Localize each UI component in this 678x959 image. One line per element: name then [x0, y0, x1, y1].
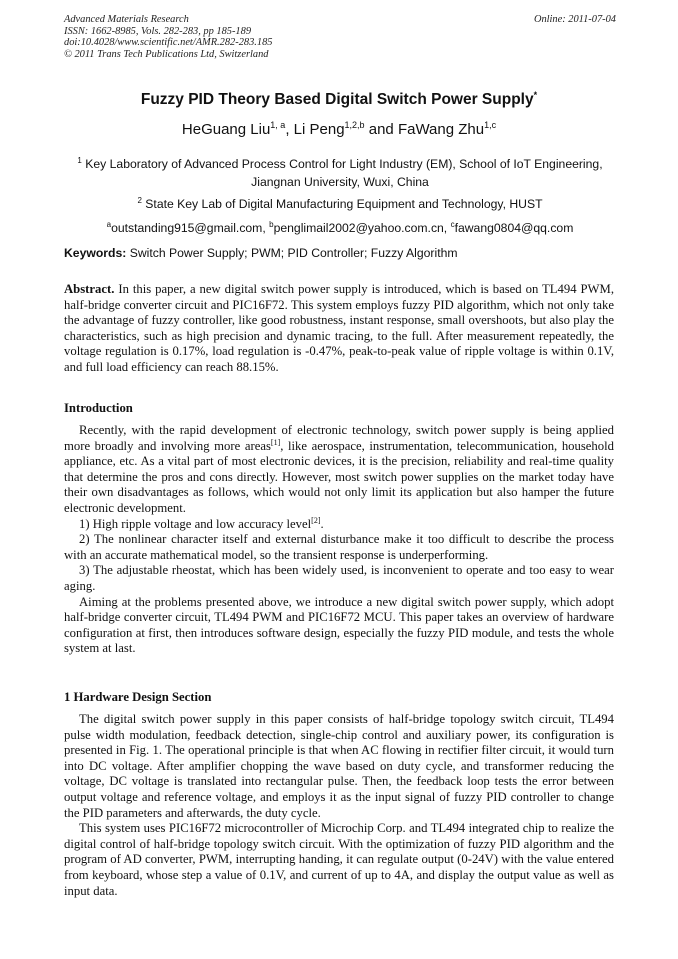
affiliation-2	[64, 192, 616, 213]
copyright-line: © 2011 Trans Tech Publications Ltd, Switzerland	[64, 48, 269, 60]
introduction-body	[64, 423, 614, 657]
author-affil-mark: 1,c	[484, 120, 497, 130]
author-list	[0, 120, 678, 138]
affiliation-mark: 1	[77, 156, 82, 165]
author-name: Li Peng	[293, 121, 345, 138]
keywords-line	[64, 246, 624, 260]
citation-ref: [2]	[311, 515, 321, 525]
intro-list-item-1	[64, 517, 614, 533]
author-separator: and	[364, 121, 398, 138]
intro-list-item-2: 2) The nonlinear character itself and external disturbance make it too difficult to describe the process with an accurate mathematical model, so the transient response is underperforming.	[64, 532, 614, 562]
title-text: Fuzzy PID Theory Based Digital Switch Power Supply	[140, 91, 534, 109]
journal-header	[64, 14, 616, 60]
author-emails	[64, 216, 616, 237]
intro-paragraph-1	[64, 423, 614, 517]
paper-title	[0, 90, 678, 109]
hardware-paragraph-2: This system uses PIC16F72 microcontroller of Microchip Corp. and TL494 integrated chip to realize the digital control of half-bridge topology switch circuit. With the optimization of fuzzy PID algorithm and the program of AD converter, PWM, interrupting handing, it can regulate output (0-24V) with the value entered from keyboard, whose step a value of 0.1V, and current of up to 4A, and display the output value as well as input data.	[64, 821, 614, 898]
hardware-paragraph-1: The digital switch power supply in this paper consists of half-bridge topology switch circuit, TL494 pulse width modulation, feedback detection, single-chip control and auxiliary power, its configuration is presented in Fig. 1. The operational principle is that when AC flowing in rectifier filter circuit, it would turn into DC voltage. After amplifier chopping the wave based on duty cycle, and transformer reducing the voltage, DC voltage is translated into rectangular pulse. Then, the feedback loop tests the error between output voltage and reference voltage, and employs it as the input signal of fuzzy PID controller to change the PID parameters and afterwards, the duty cycle.	[64, 712, 614, 820]
author-name: HeGuang Liu	[181, 121, 271, 138]
email-mark: a	[106, 220, 112, 229]
email-address: outstanding915@gmail.com,	[111, 221, 270, 236]
abstract-text: In this paper, a new digital switch power supply is introduced, which is based on TL494 PWM, half-bridge converter circuit and PIC16F72. This system employs fuzzy PID algorithm, which not only take the advantage of fuzzy controller, like good robustness, instant response, small overshoots, but also play the characteristics, such as high precision and dynamic tracing, to the full. After measurement repeatedly, the voltage regulation is 0.17%, load regulation is -0.47%, peak-to-peak value of ripple voltage is within 0.1V, and full load efficiency can reach 88.15%.	[64, 282, 614, 374]
email-mark: c	[450, 220, 455, 229]
intro-text: , like aerospace, instrumentation, telecommunication, household appliance, etc. As a vital part of most electronic devices, it is the precision, reliability and real-time quality that determine the pros and cons directly. However, most switch power supplies on the market today have their own disadvantages as follows, which would not only limit its application but also hamper the future electronic development.	[64, 438, 614, 515]
email-address: fawang0804@qq.com	[454, 221, 574, 236]
affiliation-mark: 2	[137, 196, 142, 205]
list-item-text: 1) High ripple voltage and low accuracy level	[79, 516, 312, 531]
journal-name: Advanced Materials Research	[64, 14, 189, 25]
intro-paragraph-2: Aiming at the problems presented above, we introduce a new digital switch power supply, which adopt half-bridge converter circuit, TL494 PWM and PIC16F72 MCU. This paper takes an overview of hardware configuration at first, then introduces software design, especially the fuzzy PID module, and tests the whole system at last.	[64, 594, 614, 656]
abstract-label: Abstract.	[64, 282, 115, 296]
intro-text: Recently, with the rapid development of electronic technology, switch power supply is being applied more broadly and involving more areas	[64, 423, 614, 453]
author-affil-mark: 1, a	[270, 120, 286, 130]
author-name: FaWang Zhu	[397, 121, 485, 138]
issn-line: ISSN: 1662-8985, Vols. 282-283, pp 185-189	[64, 25, 252, 37]
keywords-label: Keywords:	[64, 246, 127, 260]
email-mark: b	[269, 220, 274, 229]
affiliation-text: State Key Lab of Digital Manufacturing Equipment and Technology, HUST	[141, 197, 543, 212]
list-item-text: .	[320, 516, 324, 531]
title-footnote-mark: *	[533, 90, 538, 100]
affiliation-1	[64, 152, 616, 191]
intro-list-item-3: 3) The adjustable rheostat, which has been widely used, is inconvenient to operate and too easy to wear aging.	[64, 563, 614, 593]
doi-line: doi:10.4028/www.scientific.net/AMR.282-283.185	[64, 37, 273, 49]
hardware-section-body	[64, 712, 614, 899]
section-heading-introduction: Introduction	[64, 401, 133, 415]
author-separator: ,	[285, 121, 294, 138]
email-address: penglimail2002@yahoo.com.cn,	[273, 221, 451, 236]
section-heading-hardware: 1 Hardware Design Section	[64, 690, 212, 704]
keywords-text: Switch Power Supply; PWM; PID Controller; Fuzzy Algorithm	[126, 246, 458, 260]
citation-ref: [1]	[270, 437, 281, 447]
author-affil-mark: 1,2,b	[344, 120, 365, 130]
affiliation-text: Key Laboratory of Advanced Process Control for Light Industry (EM), School of IoT Engineering, Jiangnan University, Wuxi, China	[81, 157, 603, 190]
online-date: Online: 2011-07-04	[533, 14, 616, 25]
abstract-paragraph	[64, 282, 614, 376]
